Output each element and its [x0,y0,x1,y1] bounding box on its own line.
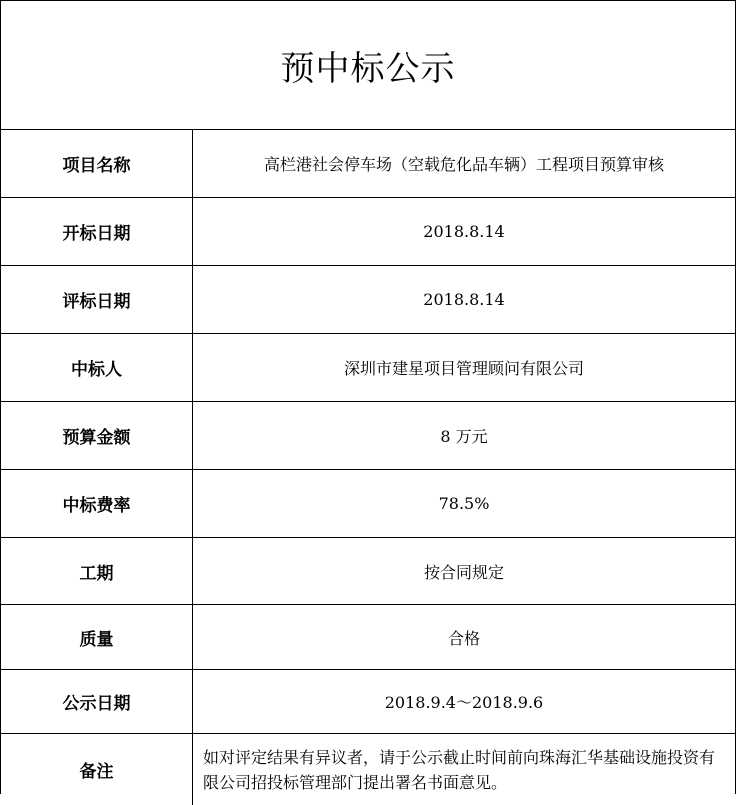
table-row-quality [1,605,735,670]
row-label: 质量 [1,605,193,670]
row-value: 2018.8.14 [193,266,736,334]
row-label: 预算金额 [1,402,193,470]
row-label: 公示日期 [1,670,193,734]
row-label: 中标费率 [1,470,193,538]
row-label: 项目名称 [1,130,193,198]
table-row-announcement-date [1,670,735,734]
page-title: 预中标公示 [1,1,735,130]
row-label: 工期 [1,538,193,605]
row-value: 78.5% [193,470,736,538]
table-row-winning-bidder [1,334,735,402]
row-value: 2018.8.14 [193,198,736,266]
row-value: 8 万元 [193,402,736,470]
info-table [1,130,735,805]
table-row-evaluation-date [1,266,735,334]
table-row-budget-amount [1,402,735,470]
row-value: 如对评定结果有异议者，请于公示截止时间前向珠海汇华基础设施投资有限公司招投标管理部门提出署名书面意见。 [193,734,736,805]
table-row-duration [1,538,735,605]
table-row-fee-rate [1,470,735,538]
table-row-bid-opening-date [1,198,735,266]
row-label: 中标人 [1,334,193,402]
row-value: 合格 [193,605,736,670]
table-row-remarks [1,734,735,805]
row-value: 按合同规定 [193,538,736,605]
row-value: 高栏港社会停车场（空载危化品车辆）工程项目预算审核 [193,130,736,198]
row-value: 2018.9.4～2018.9.6 [193,670,736,734]
row-value: 深圳市建星项目管理顾问有限公司 [193,334,736,402]
row-label: 评标日期 [1,266,193,334]
table-row-project-name [1,130,735,198]
row-label: 备注 [1,734,193,805]
row-label: 开标日期 [1,198,193,266]
